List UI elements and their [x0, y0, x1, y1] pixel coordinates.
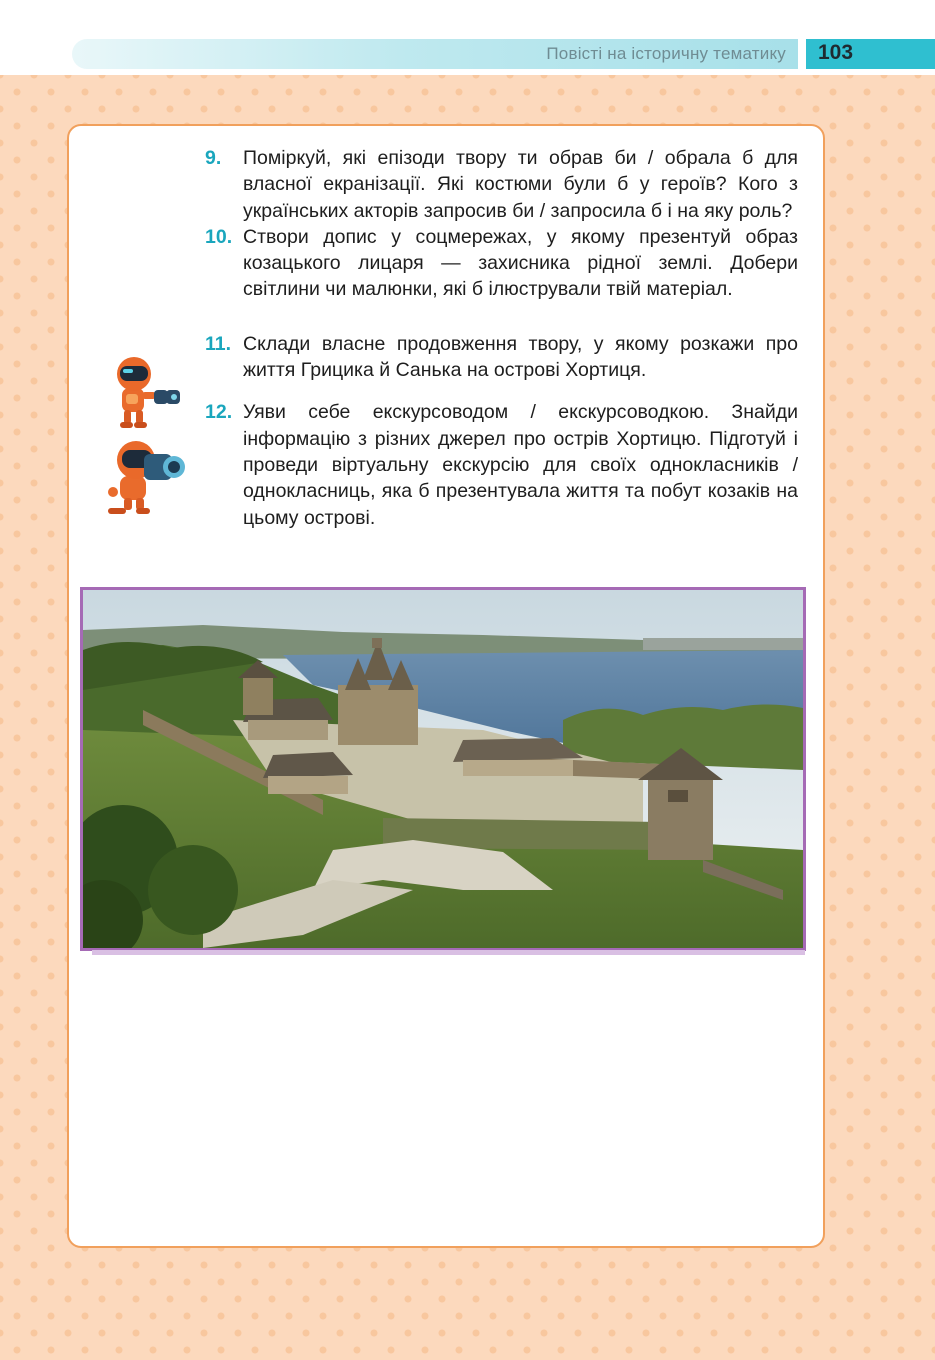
robot-with-camera-icon — [100, 436, 190, 523]
task-number: 11. — [205, 332, 232, 355]
running-header — [72, 39, 798, 69]
task-item-12 — [205, 399, 798, 530]
task-text: Склади власне продовження твору, у якому розкажи про життя Грицика й Санька на острові Хортиця. — [243, 332, 798, 382]
task-item-10 — [205, 224, 798, 303]
task-text: Створи допис у соцмережах, у якому презентуй образ козацького лицаря — захисника рідної землі. Добери світлини чи малюнки, які б ілюстрували твій матеріал. — [243, 225, 798, 301]
page-number-box — [806, 39, 935, 69]
task-item-9 — [205, 145, 798, 224]
photo-shadow — [92, 950, 805, 955]
task-text: Уяви себе екскурсоводом / екскурсоводкою. Знайди інформацію з різних джерел про острів Хортицю. Підготуй і проведи віртуальну екскурсію для своїх однокласників / однокласниць, яка б презентувала життя та побут козаків на цьому острові. — [243, 401, 798, 529]
task-number: 12. — [205, 401, 233, 424]
task-item-11 — [205, 331, 798, 384]
task-text: Поміркуй, які епізоди твору ти обрав би / обрала б для власної екранізації. Які костюми були б у героїв? Кого з українських акторів запросив би / запросила б і на яку роль? — [243, 147, 798, 222]
khortytsia-photo — [80, 587, 806, 951]
task-list — [205, 145, 798, 531]
page-number: 103 — [818, 41, 854, 64]
task-number: 9. — [205, 147, 222, 169]
section-title: Повісті на історичну тематику — [546, 44, 786, 63]
task-number: 10. — [205, 225, 233, 248]
robot-with-binoculars-icon — [104, 352, 184, 437]
